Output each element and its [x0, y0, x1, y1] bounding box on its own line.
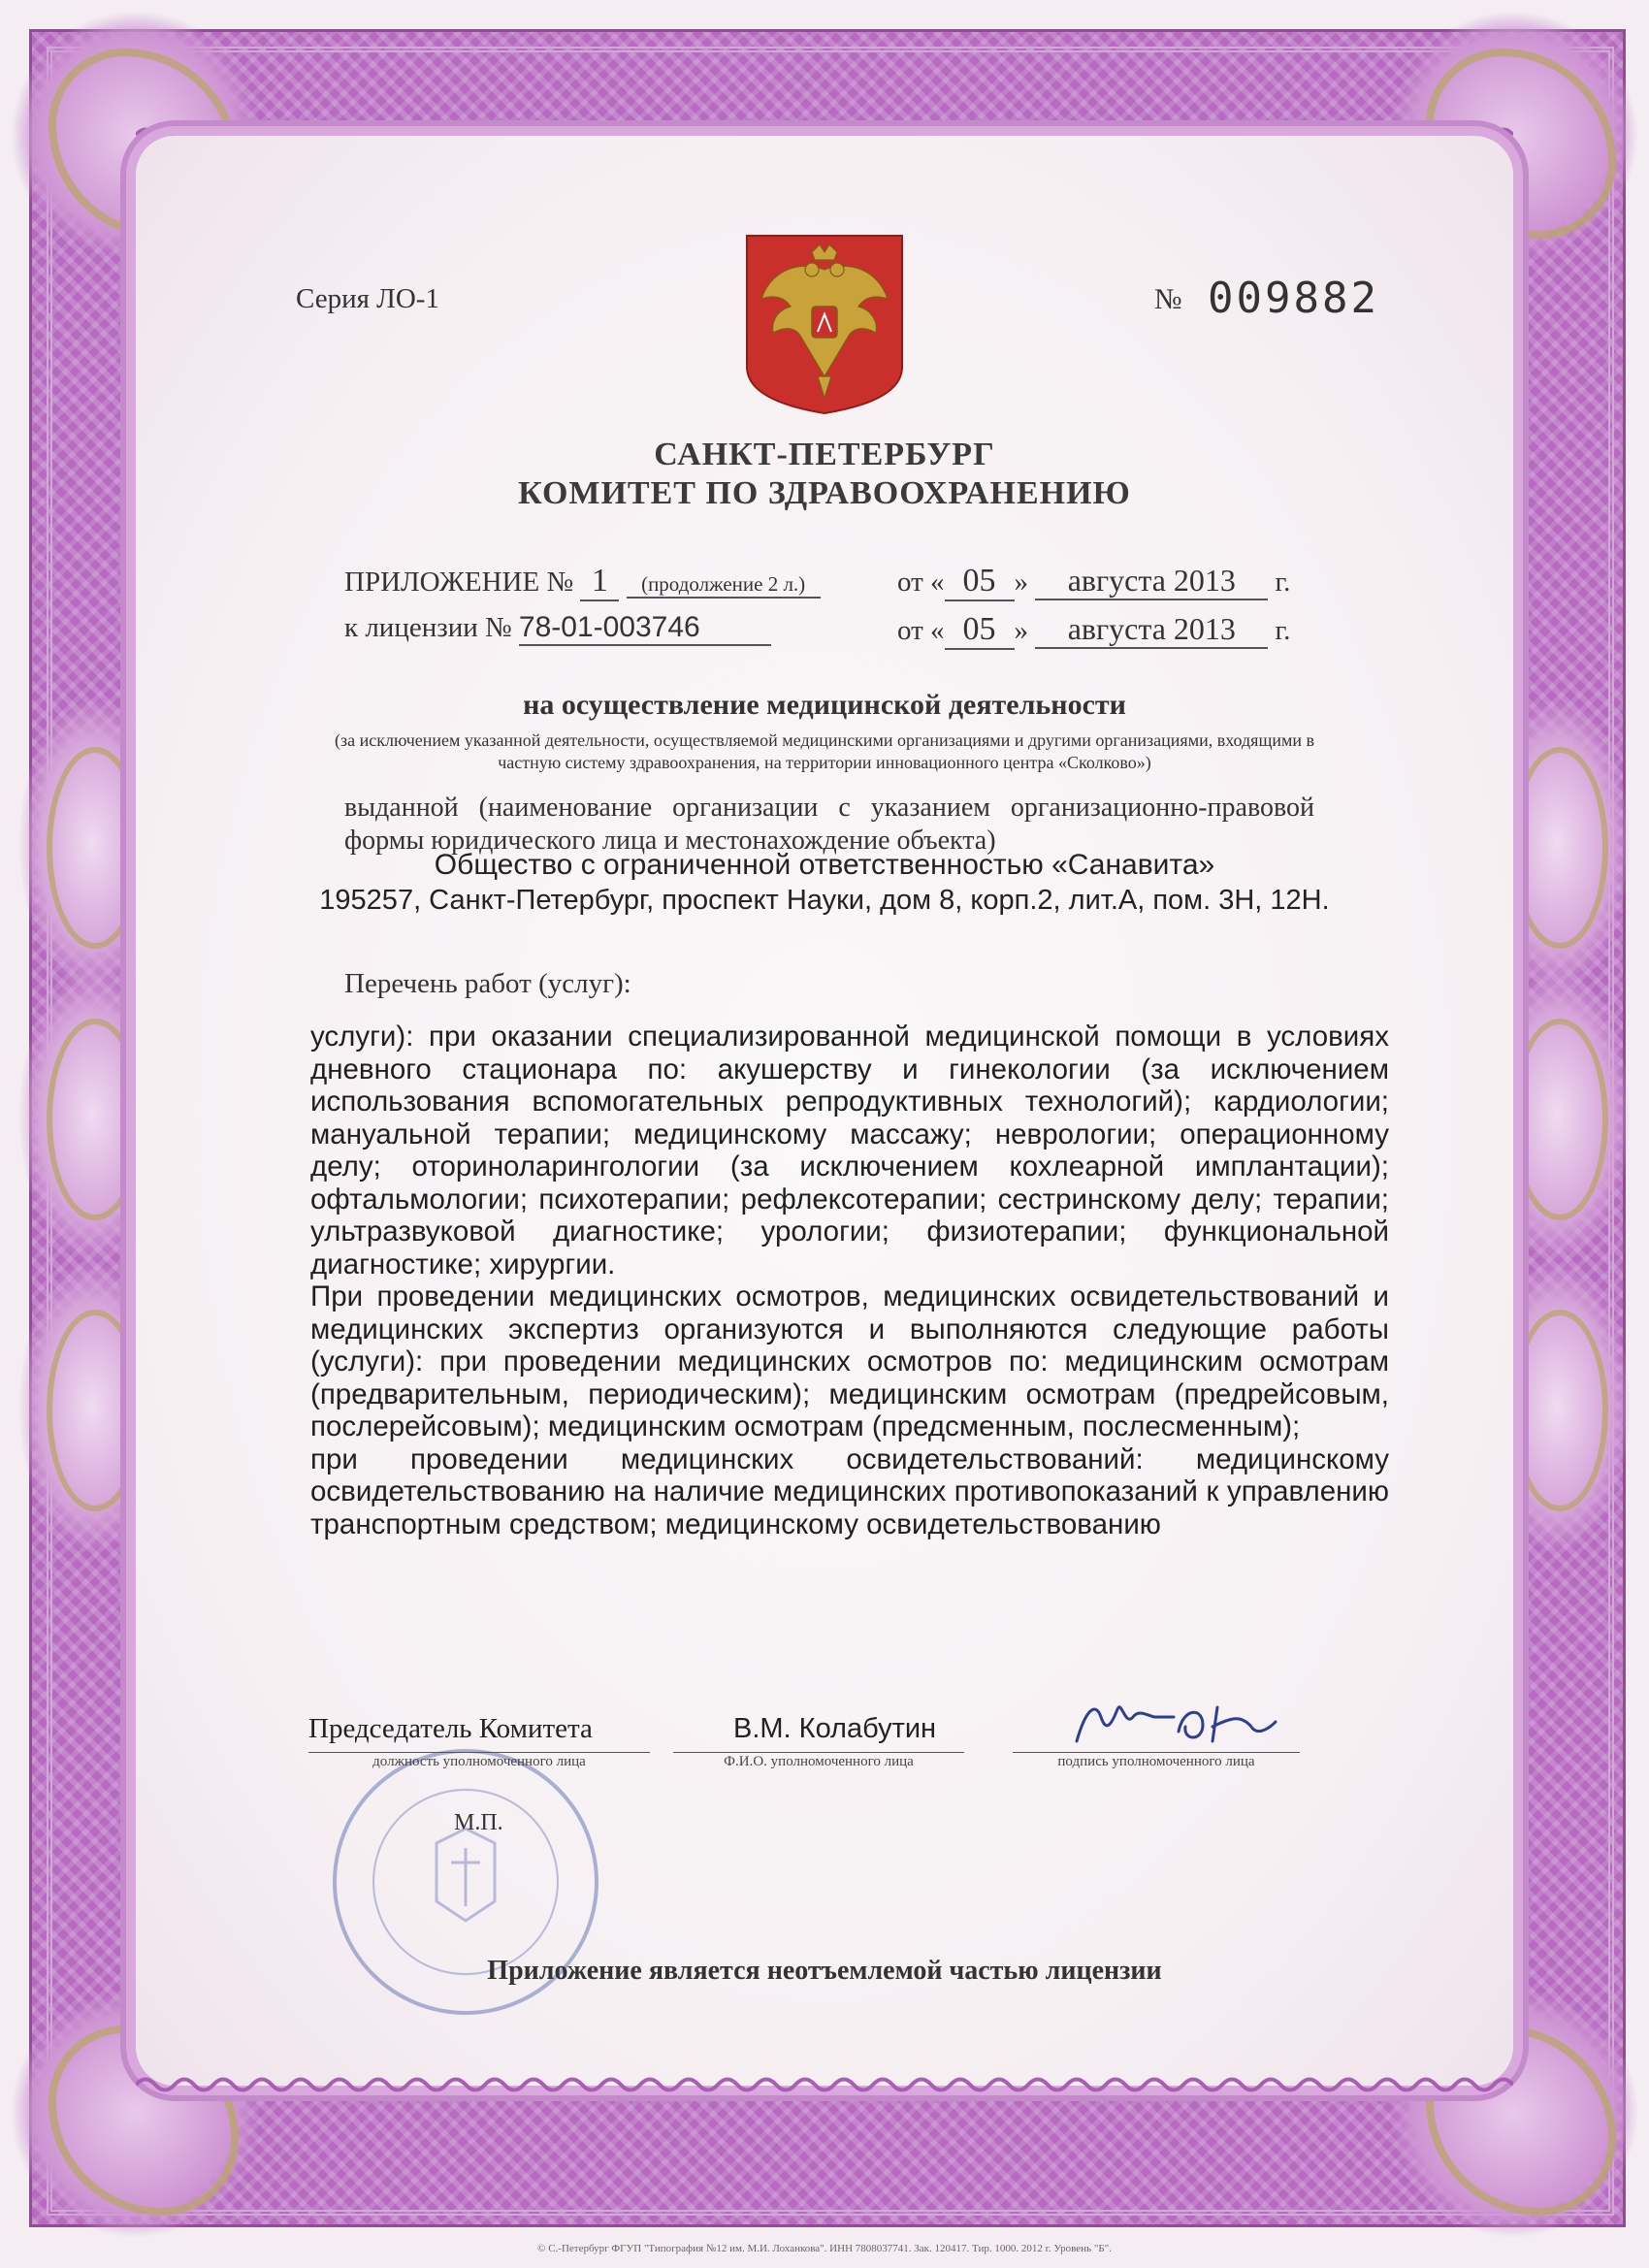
appendix-continuation: (продолжение 2 л.) [627, 572, 821, 599]
appendix-date-from: от « [897, 567, 945, 598]
name-caption: Ф.И.О. уполномоченного лица [724, 1754, 914, 1769]
license-month-year: августа 2013 [1067, 611, 1236, 646]
license-year-suffix: г. [1275, 615, 1291, 646]
name-underline [673, 1752, 964, 1753]
signature-underline [1013, 1752, 1300, 1753]
appendix-number-field [580, 563, 619, 601]
license-day: 05 [962, 611, 996, 647]
license-row [344, 611, 771, 646]
coat-of-arms-icon [742, 231, 907, 415]
signatory-role: Председатель Комитета [308, 1713, 593, 1744]
printer-imprint: © С.-Петербург ФГУП "Типография №12 им. М.И. Лоханкова". ИНН 7808037741. Зак. 120417. Тир. 1000. 2012 г. Уровень "Б". [537, 2243, 1112, 2254]
signature-caption: подпись уполномоченного лица [1057, 1754, 1255, 1769]
appendix-quote: » [1014, 567, 1029, 598]
works-list [310, 1021, 1389, 1540]
appendix-number: 1 [591, 563, 608, 599]
activity-note: (за исключением указанной деятельности, осуществляемой медицинскими организациями и другими организациями, входящими в частную систему здравоохранения, на территории инновационного центра «Сколково») [335, 730, 1314, 772]
seal-label: М.П. [454, 1810, 503, 1835]
signatory-name: В.М. Колабутин [733, 1713, 937, 1744]
appendix-year-suffix: г. [1275, 567, 1291, 598]
role-underline [308, 1752, 650, 1753]
license-date-row [897, 611, 1290, 650]
works-list-label: Перечень работ (услуг): [344, 968, 631, 999]
series-label: Серия ЛО-1 [296, 283, 439, 314]
works-paragraph: услуги): при оказании специализированной медицинской помощи в условиях дневного стационара по: акушерству и гинекологии (за исключением использования вспомогательных репродуктивных технологий); кардиологии; мануальной терапии; медицинскому массажу; неврологии; операционному делу; оториноларингологии (за исключением кохлеарной имплантации); офтальмологии; психотерапии; рефлексотерапии; сестринскому делу; терапии; ультразвуковой диагностике; урологии; физиотерапии; функциональной диагностике; хирургии. [310, 1021, 1389, 1280]
appendix-month-year: августа 2013 [1067, 563, 1236, 598]
organization-name: Общество с ограниченной ответственностью «Санавита» [434, 849, 1215, 881]
activity-title: на осуществление медицинской деятельности [523, 689, 1126, 721]
works-paragraph: При проведении медицинских осмотров, медицинских освидетельствований и медицинских экспертиз организуются и выполняются следующие работы (услуги): при проведении медицинских осмотров по: медицинским осмотрам (предварительным, периодическим); медицинским осмотрам (предрейсовым, послерейсовым); медицинским осмотрам (предсменным, послесменным); [310, 1280, 1389, 1442]
number-sign: № [1154, 283, 1182, 315]
license-quote: » [1014, 615, 1029, 646]
organization-address: 195257, Санкт-Петербург, проспект Науки, дом 8, корп.2, лит.А, пом. 3Н, 12Н. [319, 885, 1330, 916]
works-paragraph: при проведении медицинских освидетельствований: медицинскому освидетельствованию на наличие медицинских противопоказаний к управлению транспортным средством; медицинскому освидетельствованию [310, 1442, 1389, 1540]
role-caption: должность уполномоченного лица [372, 1754, 586, 1769]
appendix-label: ПРИЛОЖЕНИЕ № [344, 567, 574, 598]
appendix-statement: Приложение является неотъемлемой частью лицензии [487, 1956, 1162, 1986]
license-date-from: от « [897, 615, 945, 646]
document-number: 009882 [1208, 274, 1379, 323]
handwritten-signature [1057, 1688, 1290, 1756]
appendix-row [344, 563, 821, 601]
title-committee: КОМИТЕТ ПО ЗДРАВООХРАНЕНИЮ [518, 475, 1131, 511]
appendix-date-row [897, 563, 1290, 601]
wave-border-bottom [136, 2074, 1513, 2095]
issued-to-label: выданной (наименование организации с указанием организационно-правовой формы юридического лица и местонахождение объекта) [344, 793, 1314, 856]
appendix-day: 05 [962, 563, 996, 599]
license-label: к лицензии № [344, 612, 512, 643]
license-number: 78-01-003746 [518, 611, 700, 643]
title-city: САНКТ-ПЕТЕРБУРГ [654, 437, 995, 472]
